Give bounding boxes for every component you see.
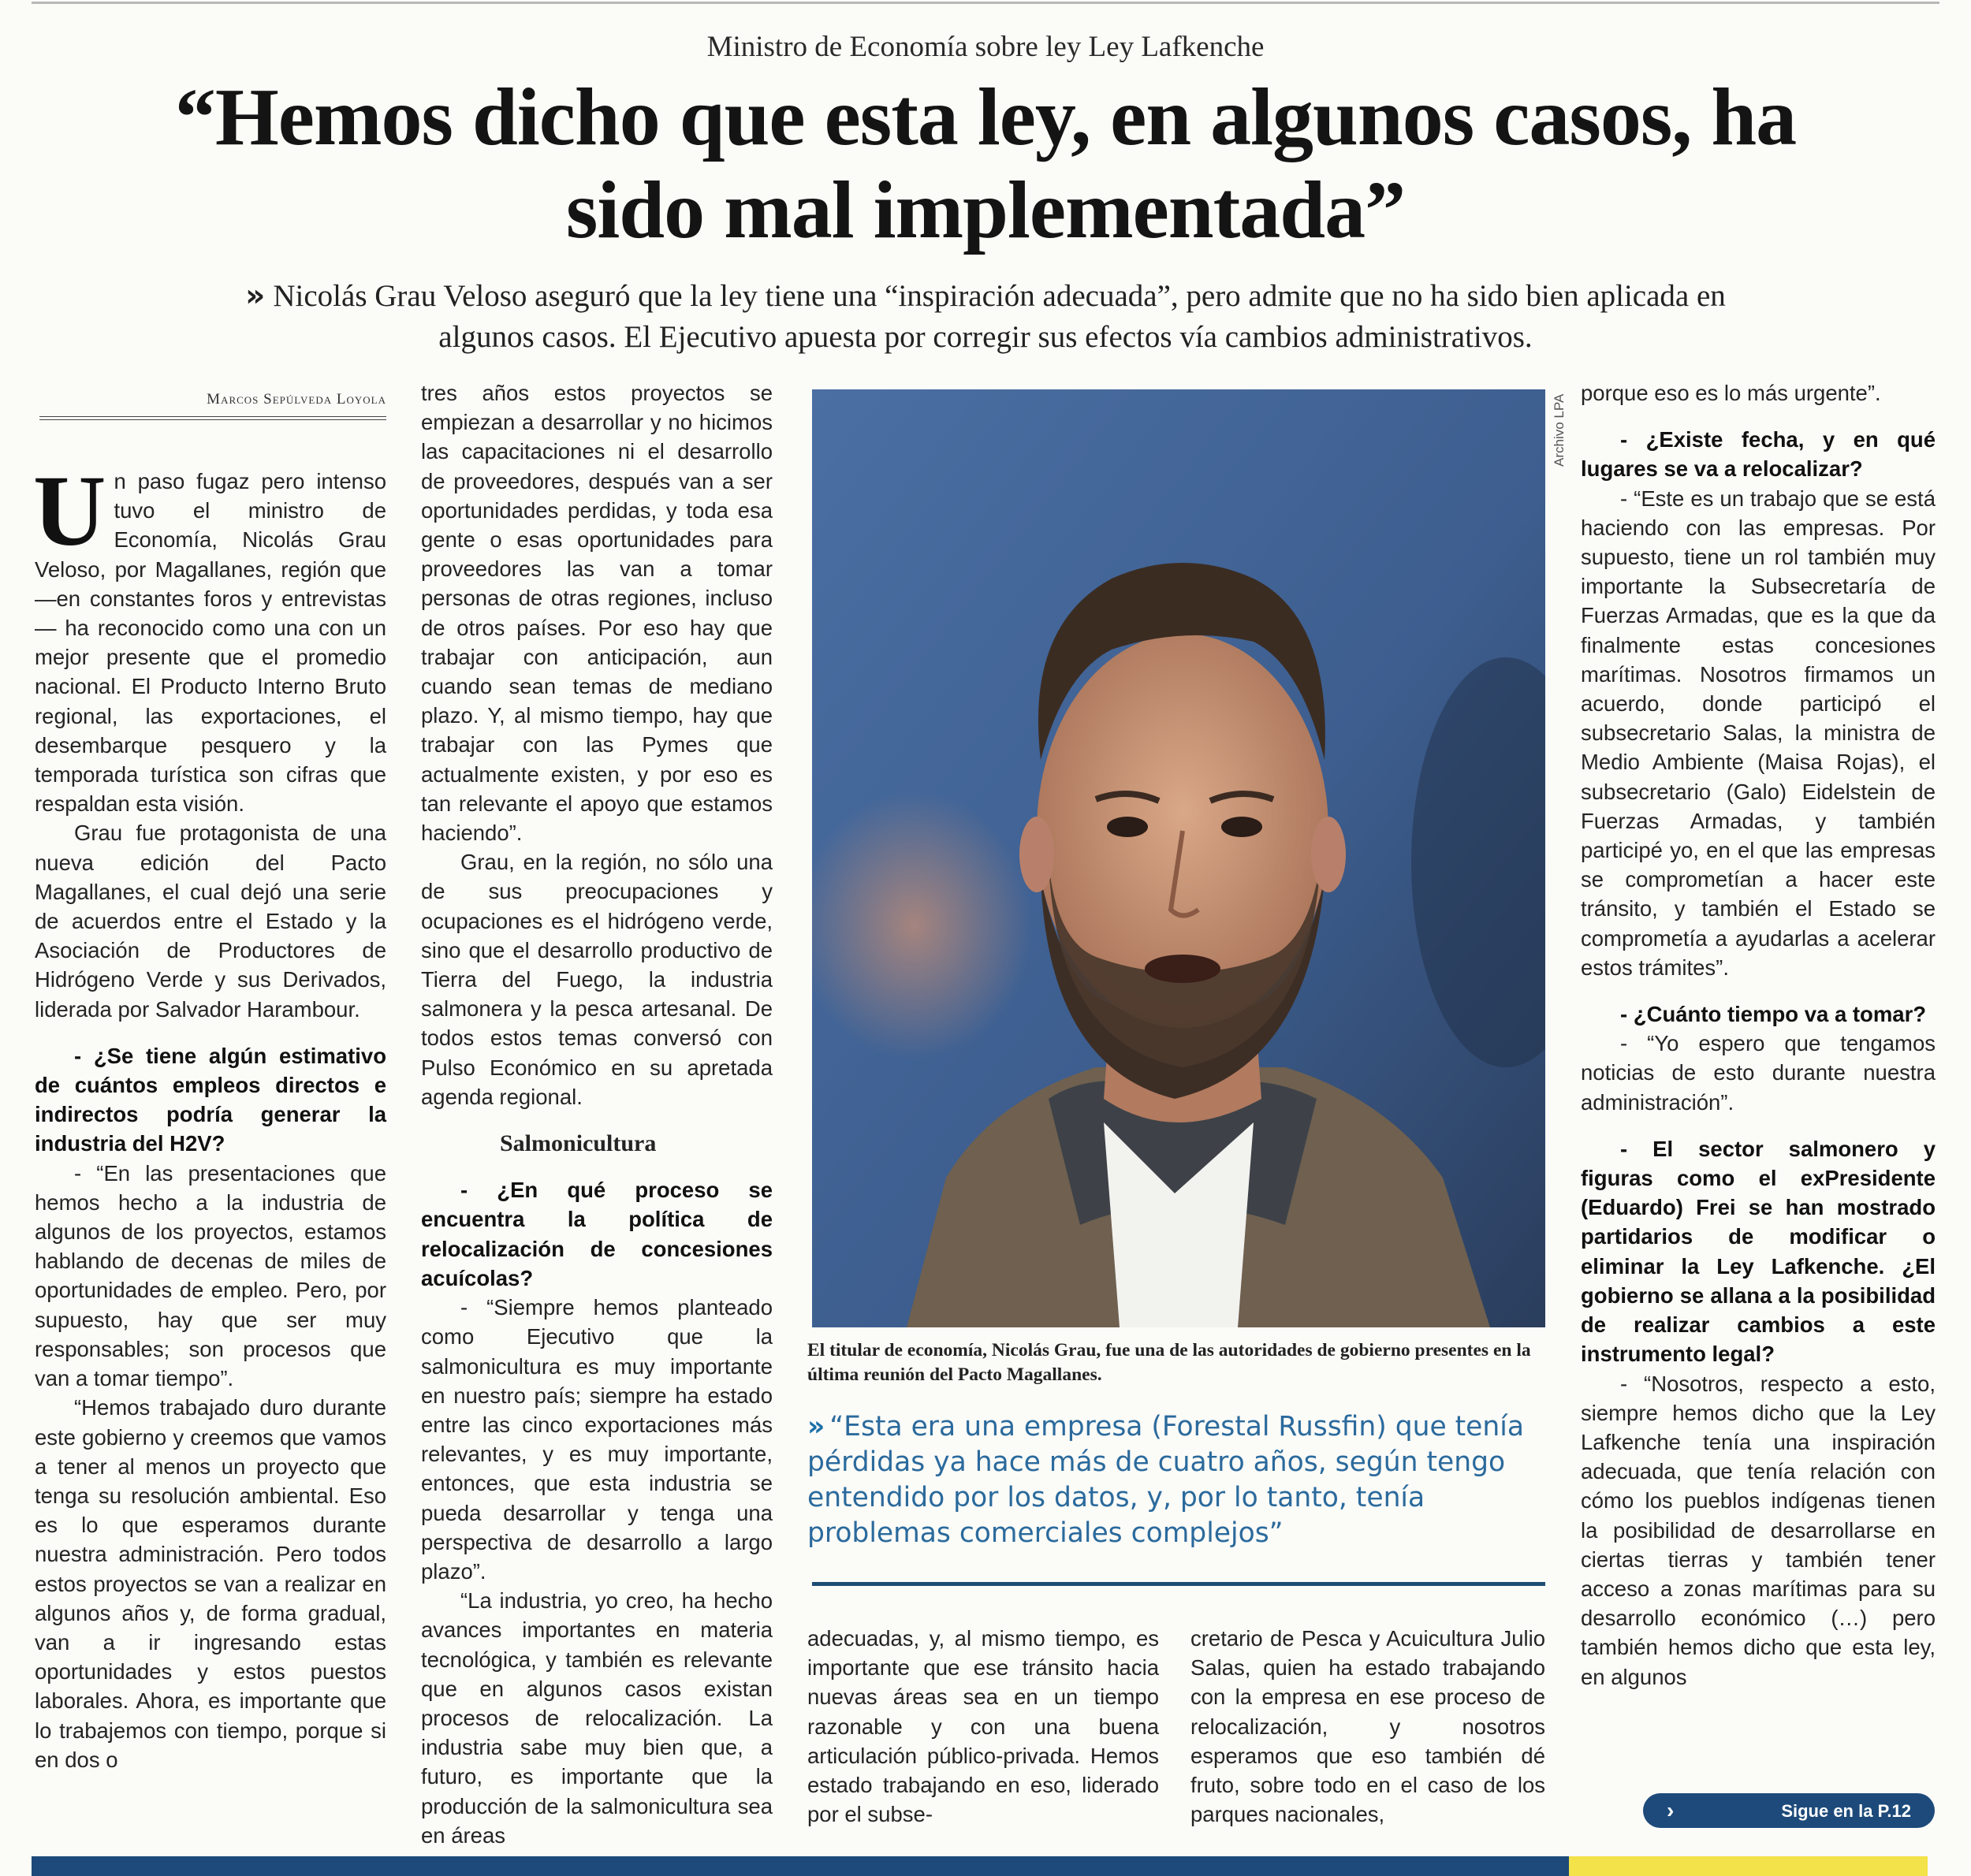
col5-question-3: - El sector salmonero y figuras como el exPresidente (Eduardo) Frei se han mostrado partidarios de modificar o eliminar la Ley Lafkenche. ¿El gobierno se allana a la posibilidad de realizar cambios a este instrumento legal? bbox=[1581, 1136, 1936, 1367]
pull-quote bbox=[807, 1409, 1525, 1551]
col5-question-1: - ¿Existe fecha, y en qué lugares se va a relocalizar? bbox=[1581, 427, 1936, 482]
column-3 bbox=[807, 1624, 1159, 1829]
photo-caption: El titular de economía, Nicolás Grau, fue una de las autoridades de gobierno presentes en la última reunión del Pacto Magallanes. bbox=[807, 1340, 1531, 1385]
deck-text: Nicolás Grau Veloso aseguró que la ley tiene una “inspiración adecuada”, pero admite que no ha sido bien aplicada en algunos casos. El Ejecutivo apuesta por corregir sus efectos vía cambios administrativos. bbox=[273, 279, 1726, 354]
column-1 bbox=[33, 455, 386, 1774]
portrait-photo bbox=[812, 389, 1545, 1327]
headline: “Hemos dicho que esta ley, en algunos casos, ha sido mal implementada” bbox=[174, 72, 1797, 255]
byline-rule bbox=[39, 416, 386, 420]
pull-quote-rule bbox=[812, 1582, 1545, 1586]
col1-paragraph-4: “Hemos trabajado duro durante este gobierno y creemos que vamos a tener al menos un proyecto que tenga su resolución ambiental. Eso es lo que esperamos durante nuestra administración. Pero todos estos proyectos se van a realizar en algunos años y, de forma gradual, van a ir ingresando estas oportunidades y estos puestos laborales. Ahora, es importante que lo trabajemos con tiempo, porque si en dos o bbox=[35, 1395, 386, 1772]
kicker: Ministro de Economía sobre ley Ley Lafkenche bbox=[706, 31, 1265, 63]
photo-credit: Archivo LPA bbox=[1552, 394, 1567, 467]
col2-paragraph-4: “La industria, yo creo, ha hecho avances importantes en materia tecnológica, y también es relevante que en algunos casos existan procesos de relocalización. La industria sabe muy bien que, a futuro, es importante que la producción de la salmonicultura sea en áreas bbox=[421, 1588, 773, 1848]
col2-paragraph-3: - “Siempre hemos planteado como Ejecutivo que la salmonicultura es muy importante en nuestro país; siempre ha estado entre las cinco exportaciones más relevantes, y es muy importante, entonces, que esta industria se pueda desarrollar y tenga una perspectiva de desarrollo a largo plazo”. bbox=[421, 1295, 773, 1584]
column-5 bbox=[1581, 378, 1936, 1692]
pull-quote-chevron-icon: » bbox=[807, 1411, 821, 1442]
col5-paragraph-2: - “Este es un trabajo que se está haciendo con las empresas. Por supuesto, tiene un rol también muy importante la Subsecretaría de Fuerzas Armadas, que es la que da finalmente estas concesiones marítimas. Nosotros firmamos un acuerdo, donde participó el subsecretario Salas, la ministra de Medio Ambiente (Maisa Rojas), el subsecretario (Galo) Eidelstein de Fuerzas Armadas, y también participé yo, en el que las empresas se comprometían a hacer este tránsito, y también el Estado se comprometía a ayudarlas a acelerar estos trámites”. bbox=[1581, 486, 1936, 980]
deck bbox=[221, 276, 1750, 358]
col1-paragraph-2: Grau fue protagonista de una nueva edición del Pacto Magallanes, el cual dejó una serie de acuerdos entre el Estado y la Asociación de Productores de Hidrógeno Verde y sus Derivados, liderada por Salvador Harambour. bbox=[35, 821, 386, 1022]
col2-subhead: Salmonicultura bbox=[500, 1130, 657, 1157]
dropcap: U bbox=[33, 455, 106, 567]
col3-paragraph-1: adecuadas, y, al mismo tiempo, es importante que ese tránsito hacia nuevas áreas sea en un tiempo razonable y con una buena articulación público-privada. Hemos estado trabajando en eso, liderado por el subse- bbox=[807, 1626, 1159, 1827]
footer-bar-blue bbox=[32, 1856, 1569, 1876]
col1-question-1: - ¿Se tiene algún estimativo de cuántos empleos directos e indirectos podría generar la industria del H2V? bbox=[35, 1043, 386, 1156]
col1-p1-text: n paso fugaz pero intenso tuvo el ministro de Economía, Nicolás Grau Veloso, por Magallanes, región que —en constantes foros y entrevistas— ha reconocido como una con un mejor presente que el promedio nacional. El Producto Interno Bruto regional, las exportaciones, el desembarque pesquero y la temporada turística son cifras que respaldan esta visión. bbox=[35, 469, 386, 817]
top-rule bbox=[32, 2, 1939, 4]
col1-paragraph-1 bbox=[33, 455, 386, 818]
column-4 bbox=[1190, 1624, 1545, 1829]
col4-paragraph-1: cretario de Pesca y Acuicultura Julio Salas, quien ha estado trabajando con la empresa en ese proceso de relocalización, y nosotros esperamos que eso también dé fruto, sobre todo en el caso de los parques nacionales, bbox=[1190, 1626, 1545, 1827]
col5-paragraph-1: porque eso es lo más urgente”. bbox=[1581, 381, 1881, 405]
col2-question-1: - ¿En qué proceso se encuentra la política de relocalización de concesiones acuícolas? bbox=[421, 1178, 773, 1290]
col5-paragraph-3: - “Yo espero que tengamos noticias de esto durante nuestra administración”. bbox=[1581, 1031, 1936, 1115]
continue-label: Sigue en la P.12 bbox=[1781, 1801, 1911, 1821]
col2-paragraph-1: tres años estos proyectos se empiezan a desarrollar y no hicimos las capacitaciones ni el desarrollo de proveedores, después van a ser oportunidades perdidas, y toda esa gente o esas oportunidades para proveedores las van a tomar personas de otras regiones, incluso de otros países. Por eso hay que trabajar con anticipación, aun cuando sean temas de mediano plazo. Y, al mismo tiempo, hay que trabajar con las Pymes que actualmente existen, y por eso es tan relevante el apoyo que estamos haciendo”. bbox=[421, 381, 773, 846]
column-2 bbox=[421, 378, 773, 1850]
col2-paragraph-2: Grau, en la región, no sólo una de sus preocupaciones y ocupaciones es el hidrógeno verde, sino que el desarrollo productivo de Tierra del Fuego, la industria salmonera y la pesca artesanal. De todos estos temas conversó con Pulso Económico en su apretada agenda regional. bbox=[421, 850, 773, 1109]
deck-chevron-icon: » bbox=[245, 278, 266, 314]
chevron-right-icon: › bbox=[1667, 1798, 1675, 1822]
col5-question-2: - ¿Cuánto tiempo va a tomar? bbox=[1620, 1002, 1927, 1027]
col1-paragraph-3: - “En las presentaciones que hemos hecho a la industria de algunos de los proyectos, estamos hablando de decenas de miles de oportunidades de empleo. Pero, por supuesto, hay que ser muy responsables; son procesos que van a tomar tiempo”. bbox=[35, 1160, 386, 1391]
continue-on-page-button[interactable] bbox=[1643, 1793, 1935, 1828]
footer-bar-yellow bbox=[1569, 1856, 1928, 1876]
portrait-illustration bbox=[812, 389, 1545, 1327]
byline: Marcos Sepúlveda Loyola bbox=[207, 391, 386, 408]
col5-paragraph-4: - “Nosotros, respecto a esto, siempre hemos dicho que la Ley Lafkenche tenía una inspiración adecuada, que tenía relación con cómo los pueblos indígenas tienen la posibilidad de desarrollarse en ciertas tierras y también tener acceso a zonas marítimas para su desarrollo económico (…) pero también hemos dicho que esta ley, en algunos bbox=[1581, 1371, 1936, 1689]
pull-quote-text: “Esta era una empresa (Forestal Russfin) que tenía pérdidas ya hace más de cuatro años, según tengo entendido por los datos, y, por lo tanto, tenía problemas comerciales complejos” bbox=[807, 1411, 1524, 1549]
